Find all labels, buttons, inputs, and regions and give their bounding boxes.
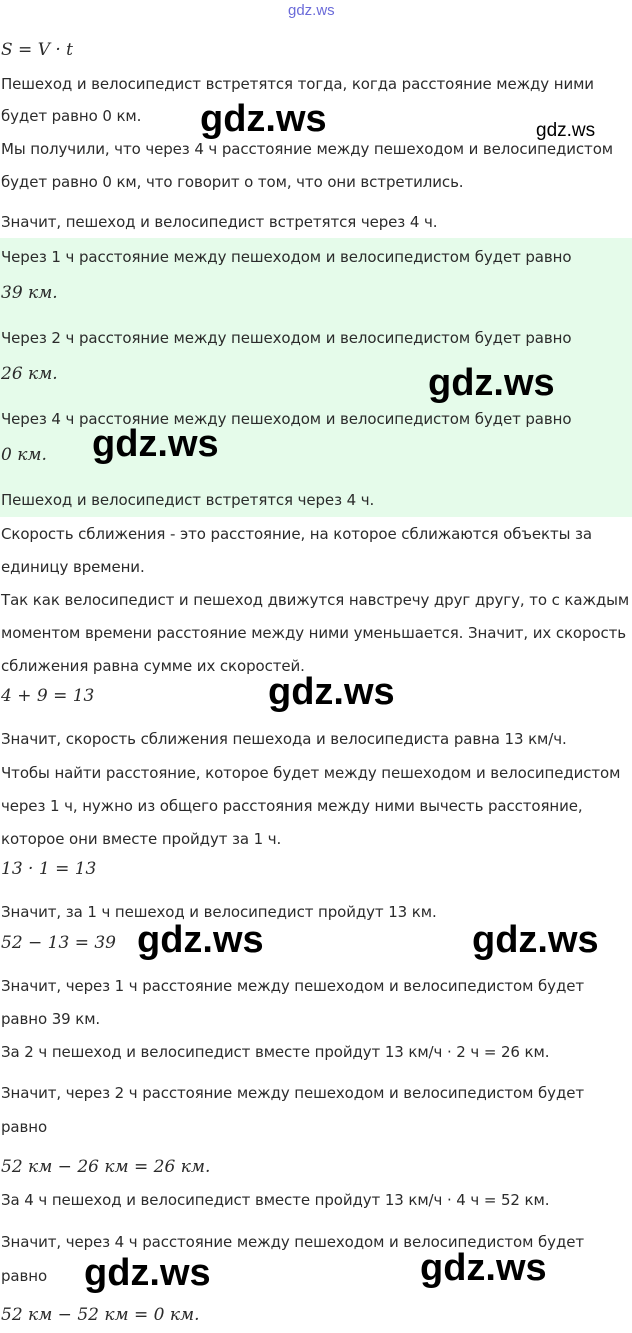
text-line: За 4 ч пешеход и велосипедист вместе пройдут 13 км/ч · 4 ч = 52 км. — [1, 1191, 550, 1209]
text-line: равно 39 км. — [1, 1010, 101, 1028]
watermark: gdz.ws — [137, 919, 264, 961]
text-line: Пешеход и велосипедист встретятся тогда, когда расстояние между ними — [1, 75, 594, 93]
watermark: gdz.ws — [92, 423, 219, 465]
formula-line: 52 км − 52 км = 0 км. — [1, 1305, 200, 1325]
text-line: Чтобы найти расстояние, которое будет между пешеходом и велосипедистом — [1, 764, 621, 782]
text-line: которое они вместе пройдут за 1 ч. — [1, 830, 282, 848]
formula-line: 52 км − 26 км = 26 км. — [1, 1157, 211, 1177]
text-line: Через 2 ч расстояние между пешеходом и велосипедистом будет равно — [1, 329, 572, 347]
watermark-top: gdz.ws — [288, 2, 335, 19]
watermark: gdz.ws — [536, 120, 596, 141]
text-line: равно — [1, 1118, 48, 1136]
watermark: gdz.ws — [84, 1252, 211, 1294]
text-line: Пешеход и велосипедист встретятся через 4 ч. — [1, 491, 375, 509]
text-line: через 1 ч, нужно из общего расстояния между ними вычесть расстояние, — [1, 797, 583, 815]
formula-line: 26 км. — [1, 364, 58, 384]
text-line: Мы получили, что через 4 ч расстояние между пешеходом и велосипедистом — [1, 140, 613, 158]
text-line: Через 1 ч расстояние между пешеходом и велосипедистом будет равно — [1, 248, 572, 266]
formula-line: 0 км. — [1, 445, 47, 465]
text-line: Значит, через 4 ч расстояние между пешеходом и велосипедистом будет — [1, 1233, 584, 1251]
text-line: Значит, пешеход и велосипедист встретятся через 4 ч. — [1, 213, 438, 231]
text-line: единицу времени. — [1, 558, 145, 576]
text-line: равно — [1, 1267, 48, 1285]
formula-line: 4 + 9 = 13 — [1, 686, 95, 706]
watermark: gdz.ws — [268, 671, 395, 713]
formula-line: 52 − 13 = 39 — [1, 933, 116, 953]
watermark: gdz.ws — [420, 1247, 547, 1289]
text-line: сближения равна сумме их скоростей. — [1, 657, 305, 675]
text-line: Через 4 ч расстояние между пешеходом и велосипедистом будет равно — [1, 410, 572, 428]
text-line: За 2 ч пешеход и велосипедист вместе пройдут 13 км/ч · 2 ч = 26 км. — [1, 1043, 550, 1061]
text-line: Значит, через 2 ч расстояние между пешеходом и велосипедистом будет — [1, 1084, 584, 1102]
watermark: gdz.ws — [200, 98, 327, 140]
formula-line: S = V · t — [1, 40, 74, 60]
text-line: Значит, за 1 ч пешеход и велосипедист пройдут 13 км. — [1, 903, 437, 921]
watermark: gdz.ws — [428, 362, 555, 404]
text-line: будет равно 0 км. — [1, 107, 142, 125]
text-line: будет равно 0 км, что говорит о том, что они встретились. — [1, 173, 464, 191]
formula-line: 39 км. — [1, 283, 58, 303]
text-line: Значит, скорость сближения пешехода и велосипедиста равна 13 км/ч. — [1, 730, 567, 748]
formula-line: 13 · 1 = 13 — [1, 859, 97, 879]
watermark: gdz.ws — [472, 919, 599, 961]
text-line: Значит, через 1 ч расстояние между пешеходом и велосипедистом будет — [1, 977, 584, 995]
text-line: моментом времени расстояние между ними уменьшается. Значит, их скорость — [1, 624, 627, 642]
text-line: Так как велосипедист и пешеход движутся навстречу друг другу, то с каждым — [1, 591, 630, 609]
text-line: Скорость сближения - это расстояние, на которое сближаются объекты за — [1, 525, 592, 543]
